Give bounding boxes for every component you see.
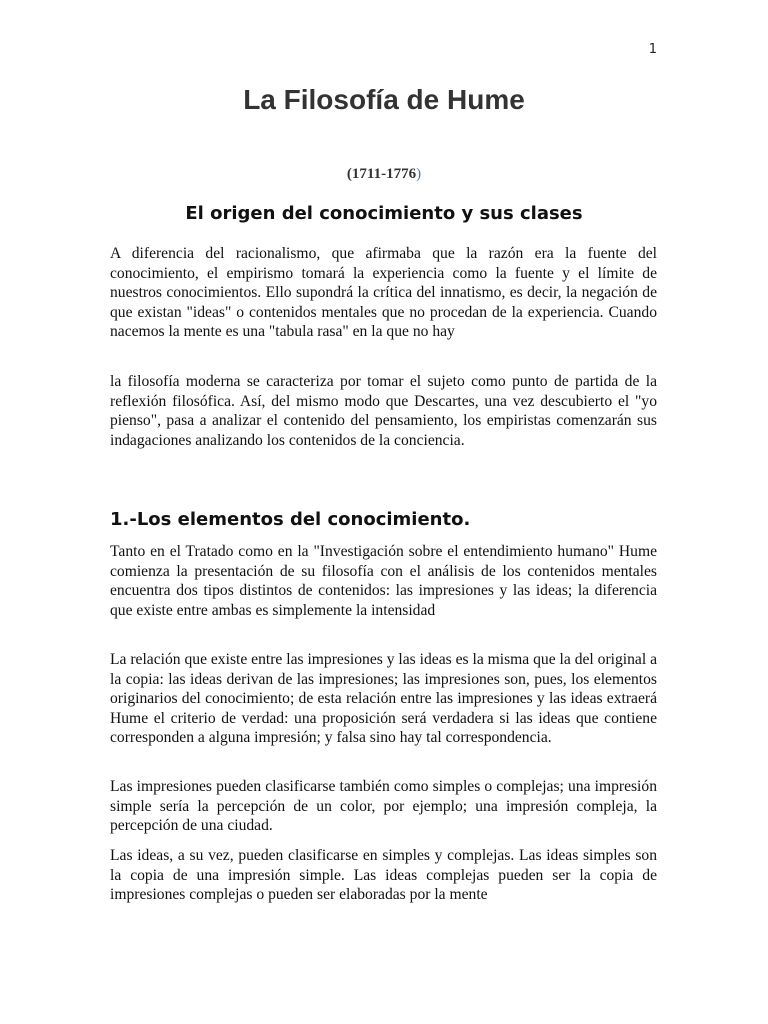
intro-paragraph-2: la filosofía moderna se caracteriza por tomar el sujeto como punto de partida de la reflexión filosófica. Así, del mismo modo que Descartes, una vez descubierto el "yo pienso", pasa a analizar el contenido del pensamiento, los empiristas comenzarán sus indagaciones analizando los contenidos de la conciencia.	[110, 373, 657, 449]
page-number: 1	[648, 42, 657, 57]
section-paragraph-2: La relación que existe entre las impresiones y las ideas es la misma que la del original a la copia: las ideas derivan de las impresiones; las impresiones son, pues, los elementos originarios del conocimiento; de esta relación entre las impresiones y las ideas extraerá Hume el criterio de verdad: una proposición será verdadera si las ideas que contiene corresponden a alguna impresión; y falsa sino hay tal correspondencia.	[110, 651, 657, 746]
document-title: La Filosofía de Hume	[243, 84, 525, 115]
intro-paragraph-1: A diferencia del racionalismo, que afirmaba que la razón era la fuente del conocimiento, el empirismo tomará la experiencia como la fuente y el límite de nuestros conocimientos. Ello supondrá la crítica del innatismo, es decir, la negación de que existan "ideas" o contenidos mentales que no procedan de la experiencia. Cuando nacemos la mente es una "tabula rasa" en la que no hay	[110, 245, 657, 340]
document-subtitle: El origen del conocimiento y sus clases	[185, 203, 583, 224]
dates	[0, 166, 768, 183]
section-paragraph-1: Tanto en el Tratado como en la "Investigación sobre el entendimiento humano" Hume comienza la presentación de su filosofía con el análisis de los contenidos mentales encuentra dos tipos distintos de contenidos: las impresiones y las ideas; la diferencia que existe entre ambas es simplemente la intensidad	[110, 543, 657, 619]
dates-text: (1711-1776	[346, 166, 417, 182]
dates-link[interactable]: )	[416, 166, 422, 182]
section-heading: 1.-Los elementos del conocimiento.	[110, 509, 471, 530]
section-paragraph-3: Las impresiones pueden clasificarse también como simples o complejas; una impresión simple sería la percepción de un color, por ejemplo; una impresión compleja, la percepción de una ciudad.	[110, 778, 657, 834]
section-paragraph-4: Las ideas, a su vez, pueden clasificarse en simples y complejas. Las ideas simples son la copia de una impresión simple. Las ideas complejas pueden ser la copia de impresiones complejas o pueden ser elaboradas por la mente	[110, 847, 657, 903]
